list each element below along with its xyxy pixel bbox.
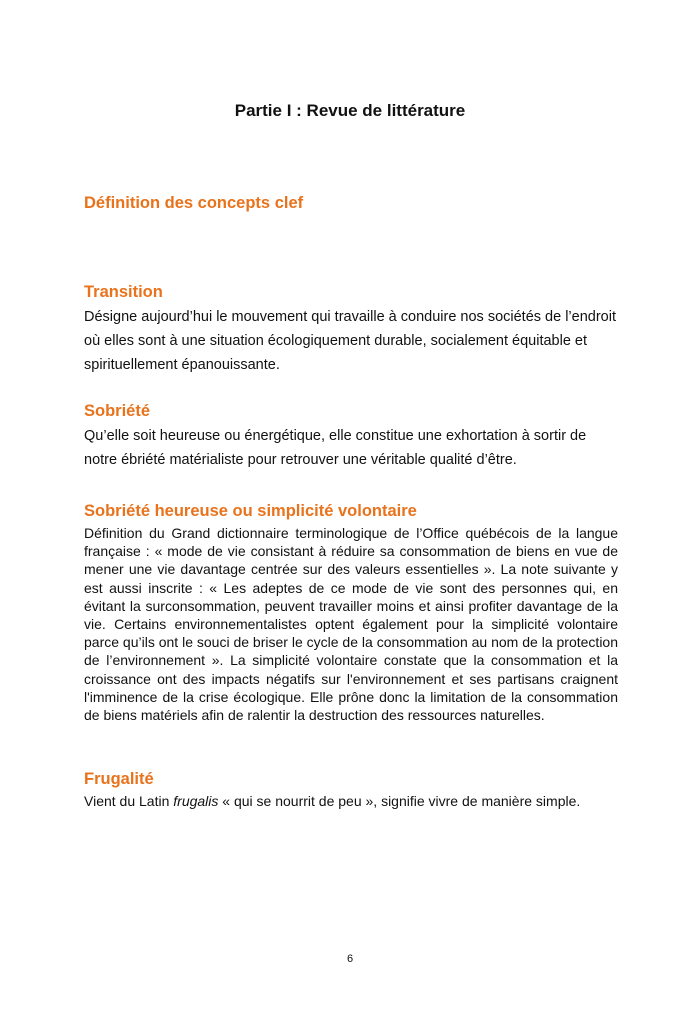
sobriete-heureuse-paragraph: Définition du Grand dictionnaire terminologique de l’Office québécois de la langue française : « mode de vie consistant à réduire sa consommation de biens en vue de mener une vie davantage centrée sur des valeurs essentielles ». La note suivante y est aussi inscrite : « Les adeptes de ce mode de vie sont des personnes qui, en évitant la surconsommation, peuvent travailler moins et ainsi profiter davantage de la vie. Certains environnementalistes optent également pour la simplicité volontaire parce qu’ils ont le souci de briser le cycle de la consommation au nom de la protection de l’environnement ». La simplicité volontaire constate que la consommation et la croissance ont des impacts négatifs sur l'environnement et ses partisans craignent l'imminence de la crise écologique. Elle prône donc la limitation de la consommation de biens matériels afin de ralentir la destruction des ressources naturelles. — [84, 525, 618, 724]
frugalite-heading: Frugalité — [84, 770, 154, 788]
transition-paragraph: Désigne aujourd’hui le mouvement qui travaille à conduire nos sociétés de l’endroit où elles sont à une situation écologiquement durable, socialement équitable et spirituellement épanouissante. — [84, 309, 616, 373]
frugalite-text-before: Vient du Latin — [84, 793, 174, 809]
frugalite-text-after: « qui se nourrit de peu », signifie vivre de manière simple. — [218, 793, 581, 809]
section-sobriete — [84, 402, 618, 472]
concepts-heading: Définition des concepts clef — [84, 194, 304, 212]
sobriete-heading: Sobriété — [84, 402, 151, 420]
page-title: Partie I : Revue de littérature — [234, 101, 466, 120]
section-sobriete-heureuse — [84, 502, 618, 724]
section-frugalite — [84, 770, 618, 810]
frugalite-paragraph — [84, 792, 618, 810]
sobriete-paragraph: Qu’elle soit heureuse ou énergétique, elle constitue une exhortation à sortir de notre ébriété matérialiste pour retrouver une véritable qualité d’être. — [84, 428, 587, 468]
frugalite-latin-word: frugalis — [173, 793, 219, 809]
sobriete-heureuse-heading: Sobriété heureuse ou simplicité volontaire — [84, 502, 417, 520]
transition-heading: Transition — [84, 283, 163, 301]
section-transition — [84, 283, 618, 377]
page-number: 6 — [346, 953, 354, 965]
